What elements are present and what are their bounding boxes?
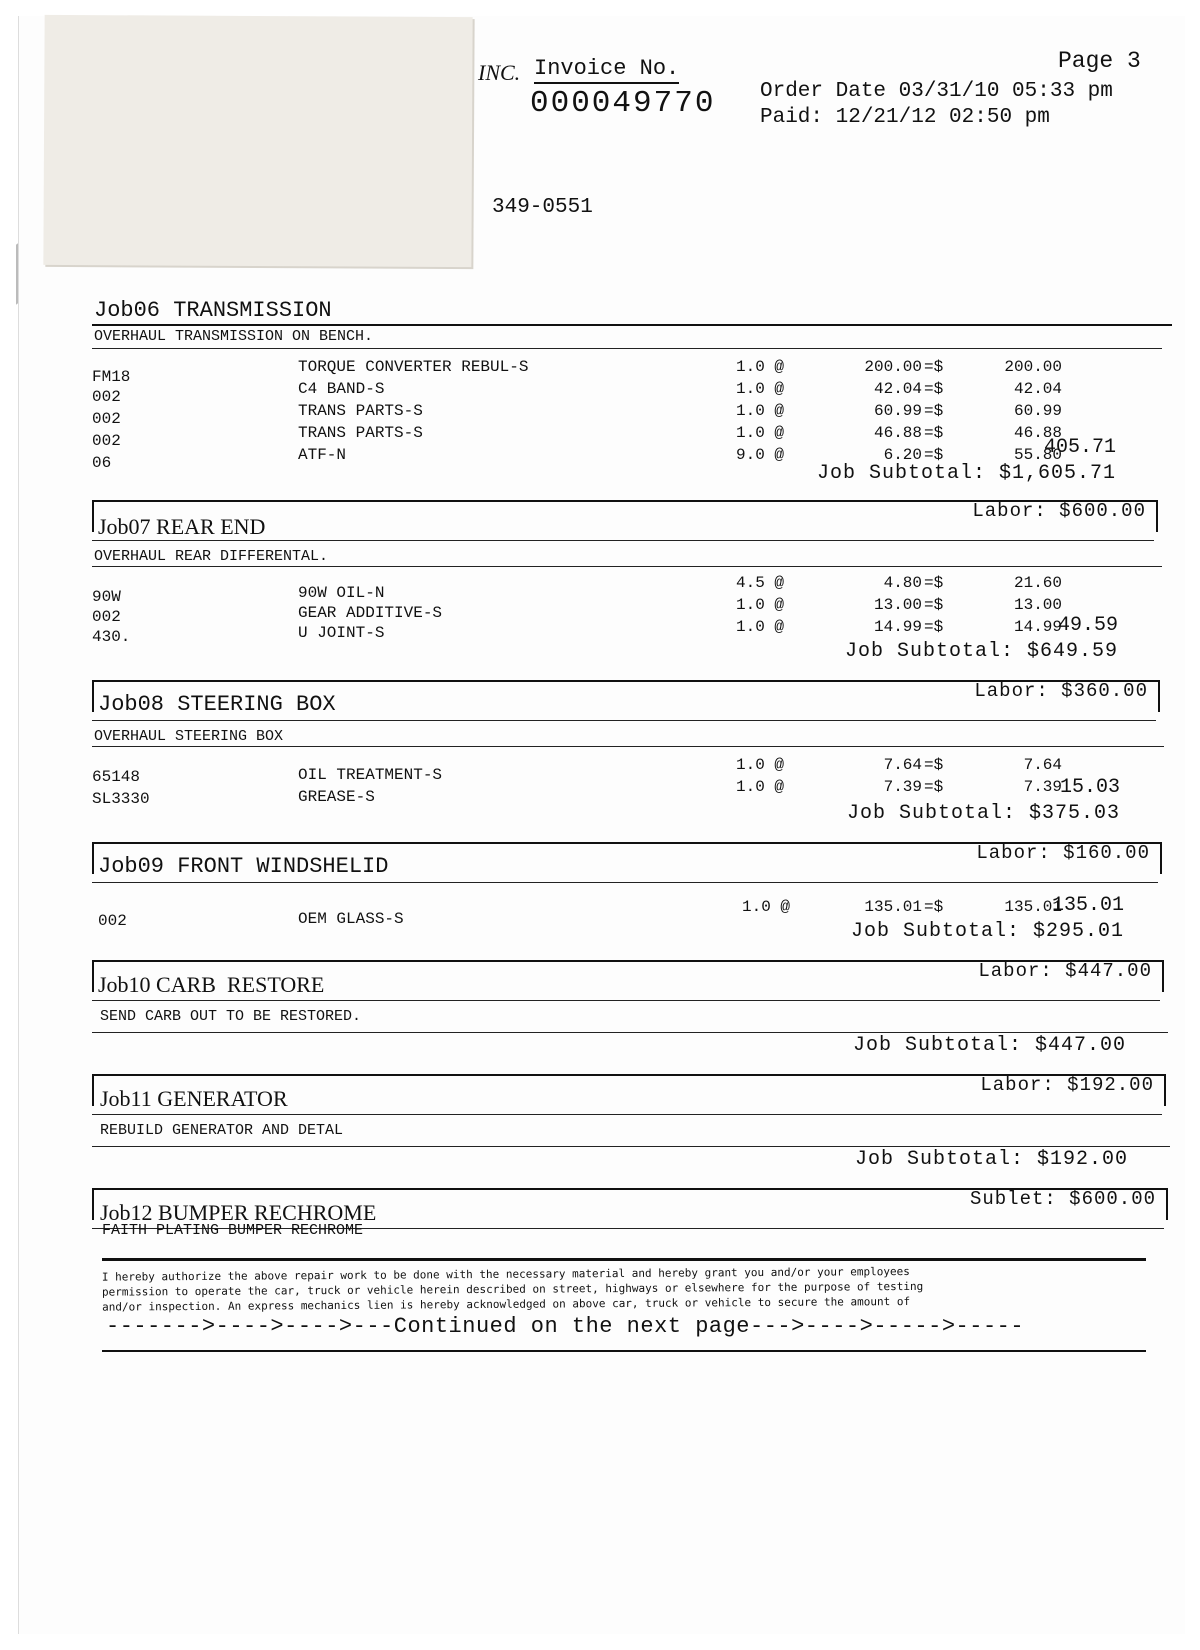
part-extended-price: 7.39 [1023,778,1062,796]
equals-sign: =$ [924,778,944,796]
invoice-label: Invoice No. [534,56,679,84]
job-title: Job11 GENERATOR [100,1086,288,1111]
table-row [92,358,1172,386]
footer-top-rule [102,1258,1146,1261]
job-title: Job08 STEERING BOX [98,692,336,717]
footer-bottom-rule [102,1350,1146,1352]
parts-total: 15.03 [1059,776,1120,799]
equals-sign: =$ [924,358,944,376]
authorization-text [102,1262,1142,1314]
labor-charge: Labor: $447.00 [978,960,1152,982]
job-title-rule [92,324,1172,326]
part-quantity: 1.0 @ [736,358,785,376]
part-unit-price: 200.00 [864,358,922,376]
job-title: Job07 REAR END [98,514,266,539]
part-unit-price: 135.01 [864,898,922,916]
part-extended-price: 135.01 [1004,898,1062,916]
job-title-rule [92,882,1158,883]
table-row [92,778,1172,808]
part-extended-price: 200.00 [1004,358,1062,376]
labor-charge: Labor: $192.00 [980,1074,1154,1096]
part-quantity: 1.0 @ [736,778,785,796]
equals-sign: =$ [924,446,944,464]
job-subtotal: Job Subtotal: $1,605.71 [816,462,1116,485]
labor-charge: Labor: $600.00 [972,500,1146,522]
part-unit-price: 6.20 [883,446,922,464]
authorization-line: and/or inspection. An express mechanics lien is hereby acknowledged on above car, truck or vehicle to secure the amount of [102,1294,911,1314]
description-rule [92,566,1162,567]
job-subtotal: Job Subtotal: $375.03 [846,802,1120,825]
part-code: 002 [92,608,121,626]
job-subtotal: Job Subtotal: $447.00 [852,1034,1126,1057]
part-unit-price: 60.99 [873,402,922,420]
authorization-line: I hereby authorize the above repair work to be done with the necessary material and hereby grant you and/or your employees [101,1264,910,1284]
part-description: GEAR ADDITIVE-S [298,604,443,622]
part-code: 002 [92,432,121,450]
equals-sign: =$ [924,756,944,774]
paid-date: Paid: 12/21/12 02:50 pm [760,106,1050,129]
authorization-line: permission to operate the car, truck or vehicle herein described on street, highways or elsewhere for the purpose of testing [101,1279,924,1299]
job-title: Job09 FRONT WINDSHELID [98,854,389,879]
table-row [92,380,1172,406]
part-unit-price: 4.80 [883,574,922,592]
parts-total: 49.59 [1057,614,1118,637]
part-description: GREASE-S [298,788,375,806]
labor-charge: Labor: $160.00 [976,842,1150,864]
part-description: ATF-N [298,446,347,464]
part-quantity: 9.0 @ [736,446,785,464]
job-subtotal: Job Subtotal: $649.59 [844,640,1118,663]
table-row [92,618,1172,646]
part-description: TORQUE CONVERTER REBUL-S [298,358,529,376]
part-description: TRANS PARTS-S [298,402,423,420]
part-code: 002 [92,388,121,406]
part-code: 90W [92,588,121,606]
job-description: OVERHAUL REAR DIFFERENTAL. [94,548,329,565]
part-quantity: 1.0 @ [742,898,791,916]
table-row [92,402,1172,428]
equals-sign: =$ [924,574,944,592]
part-code: 06 [92,454,112,472]
part-extended-price: 55.80 [1013,446,1062,464]
part-quantity: 1.0 @ [736,618,785,636]
page-number: Page 3 [1058,48,1141,74]
job-title-rule [92,1114,1162,1115]
order-date: Order Date 03/31/10 05:33 pm [760,80,1113,103]
job-description: OVERHAUL STEERING BOX [94,728,284,745]
sticky-note-cover [43,15,472,267]
description-rule [92,1032,1168,1033]
part-quantity: 1.0 @ [736,424,785,442]
part-unit-price: 42.04 [873,380,922,398]
phone-fragment: 349-0551 [492,196,593,219]
parts-total: 405.71 [1043,436,1116,459]
labor-charge: Labor: $360.00 [974,680,1148,702]
part-extended-price: 60.99 [1013,402,1062,420]
equals-sign: =$ [924,424,944,442]
job-description: REBUILD GENERATOR AND DETAL [100,1122,344,1139]
part-description: 90W OIL-N [298,584,385,602]
part-extended-price: 46.88 [1013,424,1062,442]
job-title-rule [92,540,1154,541]
description-rule [92,1146,1170,1147]
job-title: Job12 BUMPER RECHROME [100,1200,377,1225]
equals-sign: =$ [924,618,944,636]
equals-sign: =$ [924,402,944,420]
part-extended-price: 7.64 [1023,756,1062,774]
table-row [92,898,1172,930]
job-subtotal: Job Subtotal: $295.01 [850,920,1124,943]
part-code: SL3330 [92,790,150,808]
part-code: 002 [92,410,121,428]
part-code: 002 [98,912,127,930]
part-extended-price: 42.04 [1013,380,1062,398]
part-code: FM18 [92,368,131,386]
job-subtotal: Job Subtotal: $192.00 [854,1148,1128,1171]
parts-total: 135.01 [1051,894,1124,917]
invoice-number: 000049770 [530,86,716,121]
part-unit-price: 7.64 [883,756,922,774]
part-unit-price: 13.00 [873,596,922,614]
equals-sign: =$ [924,380,944,398]
part-description: C4 BAND-S [298,380,385,398]
part-unit-price: 14.99 [873,618,922,636]
continued-notice: ------->---->---->---Continued on the next page--->---->----->----- [106,1314,1025,1339]
part-unit-price: 7.39 [883,778,922,796]
part-code: 65148 [92,768,141,786]
part-description: OIL TREATMENT-S [298,766,443,784]
part-unit-price: 46.88 [873,424,922,442]
part-quantity: 1.0 @ [736,756,785,774]
job-title: Job06 TRANSMISSION [94,298,332,323]
job-description: FAITH PLATING BUMPER RECHROME [102,1222,364,1239]
table-row [92,756,1172,786]
part-description: U JOINT-S [298,624,385,642]
job-description: SEND CARB OUT TO BE RESTORED. [100,1008,362,1025]
equals-sign: =$ [924,596,944,614]
part-quantity: 4.5 @ [736,574,785,592]
part-quantity: 1.0 @ [736,380,785,398]
job-title-rule [92,720,1156,721]
job-title: Job10 CARB RESTORE [98,972,325,997]
equals-sign: =$ [924,898,944,916]
part-quantity: 1.0 @ [736,402,785,420]
part-extended-price: 13.00 [1013,596,1062,614]
part-description: OEM GLASS-S [298,910,404,928]
part-description: TRANS PARTS-S [298,424,423,442]
part-quantity: 1.0 @ [736,596,785,614]
part-code: 430. [92,628,131,646]
sublet-charge: Sublet: $600.00 [969,1188,1156,1210]
company-suffix: INC. [478,60,521,85]
job-description: OVERHAUL TRANSMISSION ON BENCH. [94,328,374,345]
part-extended-price: 14.99 [1013,618,1062,636]
description-rule [92,746,1164,747]
description-rule [92,348,1162,349]
job-title-rule [92,1000,1160,1001]
part-extended-price: 21.60 [1013,574,1062,592]
